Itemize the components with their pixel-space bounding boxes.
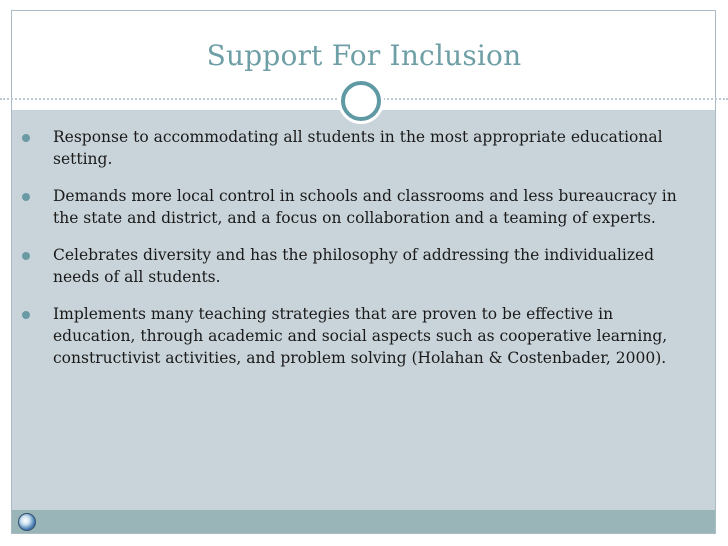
bullet-item — [20, 244, 700, 288]
bullet-dot-icon — [22, 134, 30, 142]
bullet-item — [20, 126, 700, 170]
bullet-item — [20, 303, 700, 369]
presentation-logo-icon[interactable] — [18, 513, 36, 531]
bullet-dot-icon — [22, 252, 30, 260]
bullet-text: Demands more local control in schools and classrooms and less bureaucracy in the state and district, and a focus on collaboration and a teaming of experts. — [53, 187, 677, 227]
circle-ornament-icon — [341, 81, 381, 121]
bullet-text: Celebrates diversity and has the philosophy of addressing the individualized needs of all students. — [53, 246, 655, 286]
bullet-text: Implements many teaching strategies that are proven to be effective in education, through academic and social aspects such as cooperative learning, constructivist activities, and problem solving (Holahan & Costenbader, 2000). — [53, 305, 668, 367]
bullet-list — [20, 126, 700, 384]
bullet-text: Response to accommodating all students in the most appropriate educational setting. — [53, 128, 663, 168]
slide-title: Support For Inclusion — [206, 39, 522, 72]
bullet-dot-icon — [22, 311, 30, 319]
footer-band — [12, 510, 715, 533]
bullet-item — [20, 185, 700, 229]
bullet-dot-icon — [22, 193, 30, 201]
